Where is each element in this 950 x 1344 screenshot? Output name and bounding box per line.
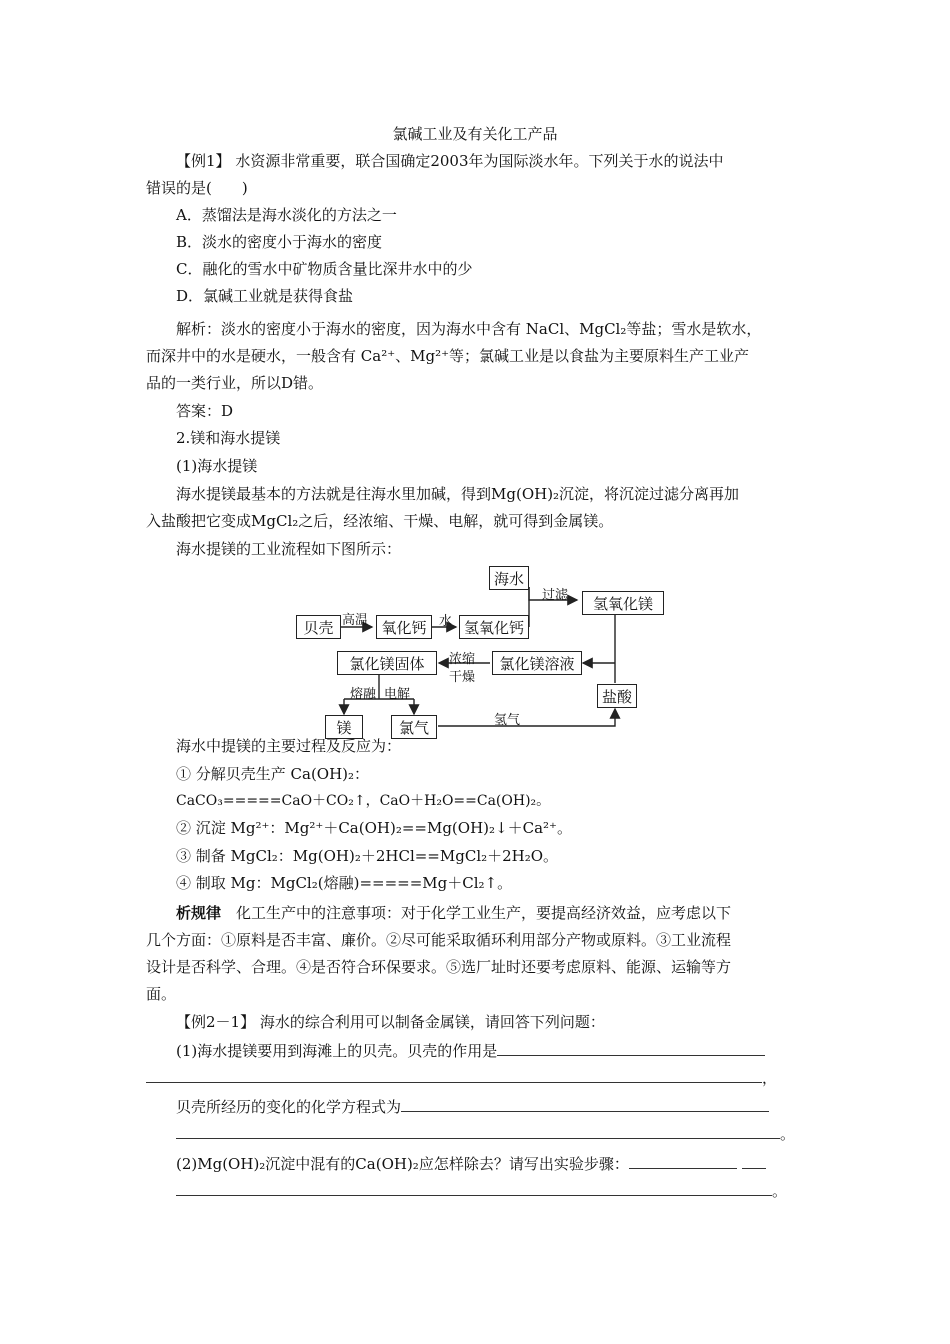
option-c: C．融化的雪水中矿物质含量比深井水中的少 (176, 260, 473, 278)
rule-line: 面。 (146, 985, 177, 1003)
equation: CaCO₃=====CaO＋CO₂↑，CaO＋H₂O==Ca(OH)₂。 (176, 793, 551, 809)
question-1b (176, 1097, 769, 1117)
label-melt: 熔融 (350, 687, 377, 702)
question-2-cont (176, 1181, 787, 1201)
option-b: B．淡水的密度小于海水的密度 (176, 233, 383, 251)
example1-stem-line2: 错误的是( ) (146, 179, 248, 197)
process-step: ③ 制备 MgCl₂：Mg(OH)₂＋2HCl==MgCl₂＋2H₂O。 (176, 847, 559, 865)
process-flow-diagram (296, 563, 666, 741)
option-a: A．蒸馏法是海水淡化的方法之一 (176, 206, 397, 224)
label-dry: 干燥 (449, 670, 476, 685)
question-1-end: ， (762, 1069, 778, 1087)
analysis-line: 品的一类行业，所以D错。 (146, 374, 324, 392)
label-electrolysis: 电解 (384, 687, 411, 702)
question-1 (176, 1041, 765, 1061)
example2-stem-text: 海水的综合利用可以制备金属镁，请回答下列问题： (259, 1013, 605, 1031)
box-cao: 氧化钙 (376, 615, 432, 639)
label-water: 水 (439, 614, 453, 629)
question-1b-text: 贝壳所经历的变化的化学方程式为 (176, 1098, 402, 1116)
example1-stem (176, 151, 724, 171)
page-title: 氯碱工业及有关化工产品 (392, 125, 558, 143)
example2-stem (176, 1012, 605, 1032)
section-heading: 2.镁和海水提镁 (176, 429, 281, 447)
example1-tag: 【例1】 (176, 152, 231, 170)
box-cl2: 氯气 (391, 715, 437, 739)
box-caoh2: 氢氧化钙 (459, 615, 529, 639)
rule-tag: 析规律 (176, 904, 222, 922)
example1-stem-text: 水资源非常重要，联合国确定2003年为国际淡水年。下列关于水的说法中 (235, 152, 724, 170)
body-paragraph: 海水提镁最基本的方法就是往海水里加碱，得到Mg(OH)₂沉淀，将沉淀过滤分离再加 (176, 485, 740, 503)
process-intro: 海水中提镁的主要过程及反应为： (176, 737, 402, 755)
box-hcl: 盐酸 (597, 684, 637, 708)
answer-blank[interactable] (742, 1154, 766, 1169)
question-1-cont (146, 1068, 777, 1088)
answer-blank[interactable] (401, 1097, 769, 1112)
body-paragraph: 入盐酸把它变成MgCl₂之后，经浓缩、干燥、电解，就可得到金属镁。 (146, 512, 614, 530)
label-hydrogen: 氢气 (494, 713, 521, 728)
answer-blank[interactable] (497, 1041, 765, 1056)
process-step: ② 沉淀 Mg²⁺：Mg²⁺＋Ca(OH)₂==Mg(OH)₂↓＋Ca²⁺。 (176, 819, 572, 837)
answer-blank[interactable] (146, 1068, 762, 1083)
rule-line: 几个方面：①原料是否丰富、廉价。②尽可能采取循环利用部分产物或原料。③工业流程 (146, 931, 732, 949)
arrow-cl2-hcl (438, 709, 615, 726)
analysis-line: 而深井中的水是硬水，一般含有 Ca²⁺、Mg²⁺等；氯碱工业是以食盐为主要原料生产工业产 (146, 347, 750, 365)
box-mg: 镁 (325, 715, 363, 739)
label-concentrate: 浓缩 (449, 652, 476, 667)
flow-intro: 海水提镁的工业流程如下图所示： (176, 540, 402, 558)
label-high-temp: 高温 (342, 613, 369, 628)
question-1-text: (1)海水提镁要用到海滩上的贝壳。贝壳的作用是 (176, 1042, 498, 1060)
box-mgcl2-solution: 氯化镁溶液 (492, 651, 582, 675)
example2-tag: 【例2－1】 (176, 1013, 256, 1031)
box-mgoh2: 氢氧化镁 (582, 591, 664, 615)
box-seawater: 海水 (489, 566, 529, 590)
analysis-line: 解析：淡水的密度小于海水的密度，因为海水中含有 NaCl、MgCl₂等盐；雪水是软水， (176, 320, 762, 338)
question-2-text: (2)Mg(OH)₂沉淀中混有的Ca(OH)₂应怎样除去？请写出实验步骤： (176, 1155, 629, 1173)
option-d: D．氯碱工业就是获得食盐 (176, 287, 354, 305)
answer: 答案：D (176, 402, 234, 420)
answer-blank[interactable] (176, 1124, 780, 1139)
process-step: ① 分解贝壳生产 Ca(OH)₂： (176, 765, 370, 783)
question-2-end: 。 (772, 1182, 788, 1200)
question-1b-cont (176, 1124, 795, 1144)
question-1b-end: 。 (780, 1125, 796, 1143)
rule-paragraph (176, 903, 731, 923)
answer-blank[interactable] (176, 1181, 772, 1196)
label-filter: 过滤 (542, 588, 569, 603)
box-mgcl2-solid: 氯化镁固体 (337, 651, 437, 675)
rule-text: 化工生产中的注意事项：对于化学工业生产，要提高经济效益，应考虑以下 (236, 904, 732, 922)
process-step: ④ 制取 Mg：MgCl₂(熔融)=====Mg＋Cl₂↑。 (176, 874, 513, 892)
rule-line: 设计是否科学、合理。④是否符合环保要求。⑤选厂址时还要考虑原料、能源、运输等方 (146, 958, 732, 976)
box-shell: 贝壳 (296, 615, 341, 639)
question-2 (176, 1154, 766, 1174)
answer-blank[interactable] (629, 1154, 737, 1169)
subsection-heading: (1)海水提镁 (176, 457, 258, 475)
